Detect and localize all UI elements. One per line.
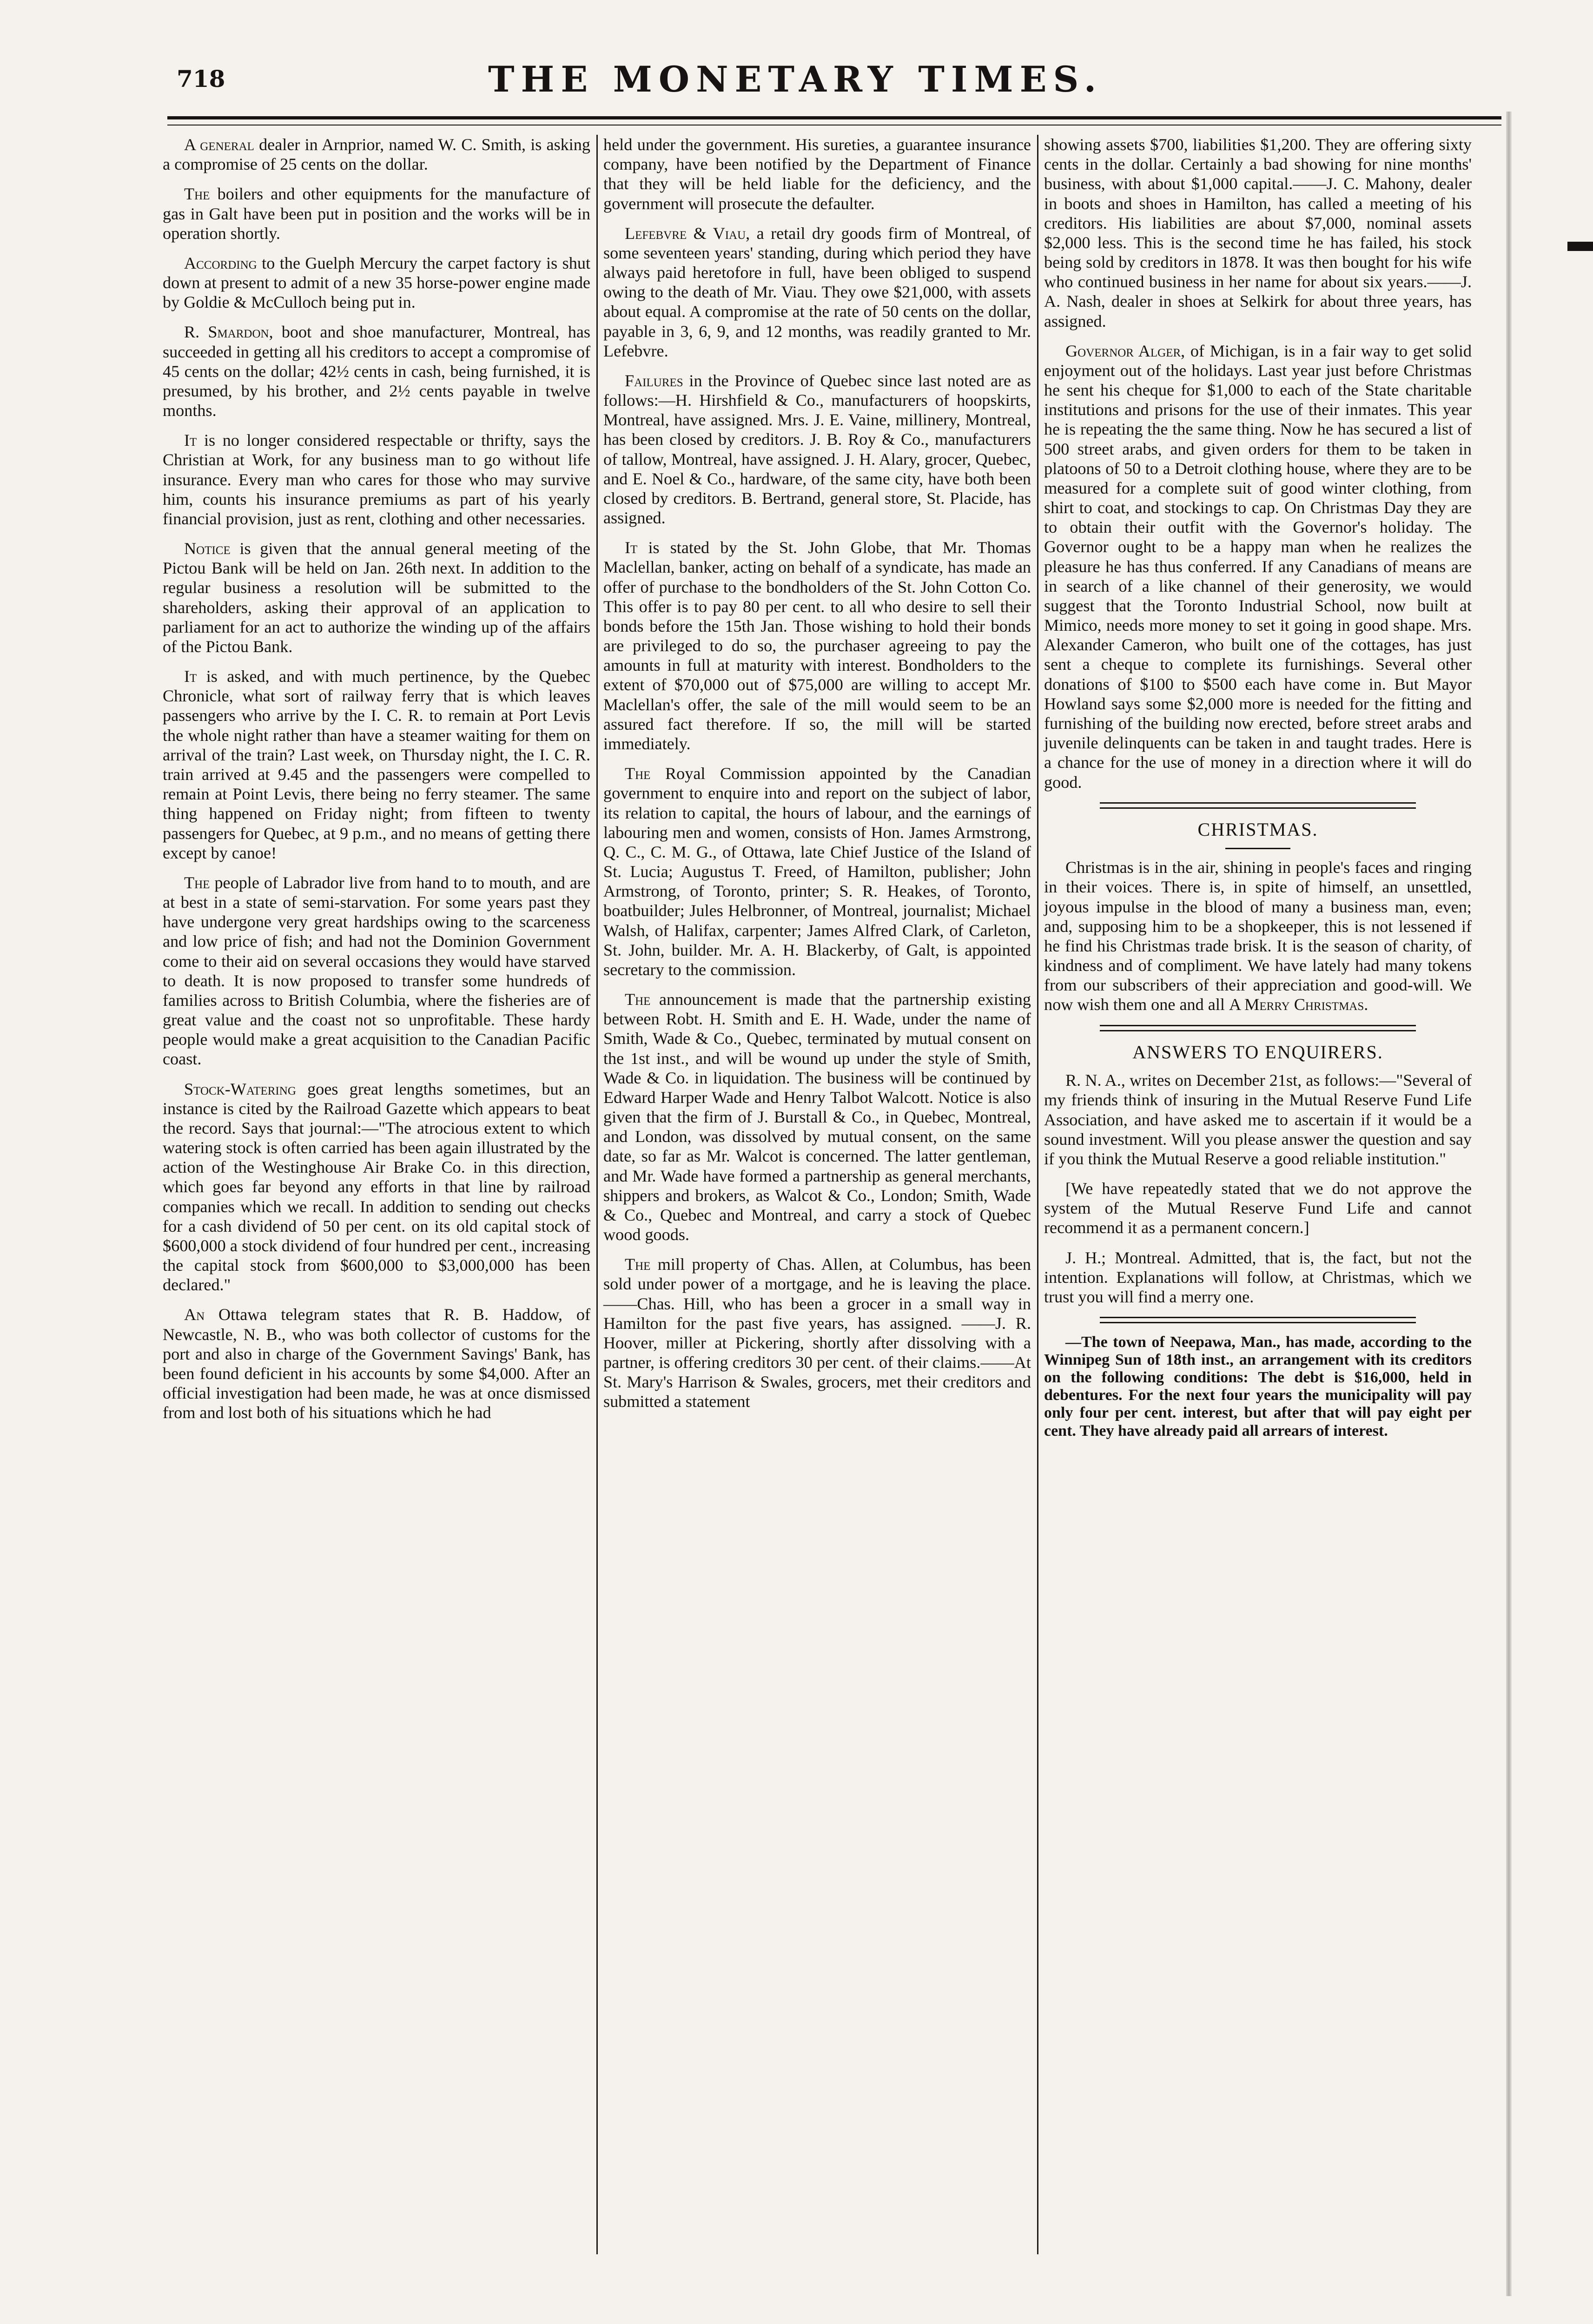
- article-labrador: [163, 873, 590, 1069]
- article-st-marys-continued: [1044, 135, 1472, 331]
- answers-heading: ANSWERS TO ENQUIRERS.: [1132, 1041, 1383, 1063]
- page-number: 718: [177, 65, 225, 92]
- column-divider-1: [596, 135, 598, 2254]
- article-lead: A general: [184, 135, 254, 154]
- article-text: Christmas is in the air, shining in people's faces and ringing in their voices. There is, in spite of himself, an unsettled, joyous impulse in the blood of many a business man, even; and, supposing him to be a shopkeeper, this is not lessened if he find his Christmas trade brisk. It is the season of charity, of kindness and of compliment. We have lately had many tokens from our subscribers of their appreciation and good-will. We now wish them one and all: [1044, 858, 1472, 1014]
- article-text: is no longer considered respectable or thrifty, says the Christian at Work, for any business man to go without life insurance. Every man who cares for those who may survive him, counts his insurance premiums as part of his yearly financial provision, just as rent, clothing and other necessaries.: [163, 431, 590, 528]
- article-text: Royal Commission appointed by the Canadian government to enquire into and report on the subject of labor, its relation to capital, the hours of labour, and the earnings of labouring men and women, consists of Hon. James Armstrong, Q. C., C. M. G., of Ottawa, late Chief Justice of the Island of St. Lucia; Augustus T. Freed, of Hamilton, publisher; John Armstrong, of Toronto, printer; S. R. Heakes, of Toronto, boatbuilder; Jules Helbronner, of Montreal, journalist; Michael Walsh, of Halifax, carpenter; James Alfred Clark, of Carleton, St. John, builder. Mr. A. H. Blackerby, of Galt, is appointed secretary to the commission.: [603, 764, 1031, 979]
- article-lead: Failures: [625, 371, 683, 390]
- column-divider-2: [1037, 135, 1038, 2254]
- article-text: held under the government. His sureties, a guarantee insurance company, have been notified by the Department of Finance that they will be held liable for the deficiency, and the government will prosecute the defaulter.: [603, 135, 1031, 213]
- article-railway-ferry: [163, 667, 590, 863]
- article-text: showing assets $700, liabilities $1,200. They are offering sixty cents in the dollar. Certainly a bad showing for nine months' business, with about $1,000 capital.——J. C. Mahony, dealer in boots and shoes in Hamilton, has called a meeting of his creditors. His liabilities are about $7,000, nominal assets $2,000 less. This is the second time he has failed, his stock being sold by creditors in 1878. It was then bought for his wife who continued business in her name for about six years.——J. A. Nash, dealer in shoes at Selkirk for about three years, has assigned.: [1044, 135, 1472, 330]
- christmas-heading: CHRISTMAS.: [1197, 819, 1318, 840]
- article-text: of Michigan, is in a fair way to get solid enjoyment out of the holidays. Last year just before Christmas he sent his cheque for $1,000 to each of the State charitable institutions and prisons for the use of their inmates. This year he is repeating the the same thing. Now he has secured a list of 500 street arabs, and given orders for them to be taken in platoons of 50 to a Detroit clothing house, where they are to be measured for a complete suit of good winter clothing, from shirt to coat, and stockings to cap. On Christmas Day they are to obtain their outfit with the Governor's holiday. The Governor ought to be a happy man when he realizes the pleasure he has thus conferred. If any Canadians of means are in search of a like channel of their generosity, we would suggest that the Toronto Industrial School, now built at Mimico, needs more money to set it going in good shape. Mrs. Alexander Cameron, who built one of the cottages, has just sent a cheque to complete its furnishings. Several other donations of $100 to $500 each have come in. But Mayor Howland says some $2,000 more is needed for the fitting and furnishing of the building now erected, before street arabs and juvenile delinquents can be taken in and taught trades. Here is a chance for the use of money in a direction where it will do good.: [1044, 341, 1472, 792]
- article-text: in the Province of Quebec since last noted are as follows:—H. Hirshfield & Co., manufacturers of hoopskirts, Montreal, have assigned. Mrs. J. E. Vaine, millinery, Montreal, has been closed by creditors. J. B. Roy & Co., manufacturers of tallow, Montreal, have assigned. J. H. Alary, grocer, Quebec, and E. Noel & Co., hardware, of the same city, have both been closed by creditors. B. Bertrand, general store, St. Placide, has assigned.: [603, 371, 1031, 528]
- column-1: [163, 135, 590, 1433]
- article-text: is asked, and with much pertinence, by the Quebec Chronicle, what sort of railway ferry that is which leaves passengers who arrive by the I. C. R. to remain at Port Levis the whole night rather than have a steamer waiting for them on arrival of the train? Last week, on Thursday night, the I. C. R. train arrived at 9.45 and the passengers were compelled to remain at Point Levis, there being no ferry steamer. The same thing happened on Friday night; from fifteen to twenty passengers for Quebec, at 9 p.m., and no means of getting there except by canoe!: [163, 667, 590, 862]
- section-divider: [1100, 802, 1416, 809]
- article-pictou-bank: [163, 539, 590, 656]
- article-lead: The: [625, 764, 651, 783]
- article-quebec-failures: [603, 371, 1031, 528]
- article-text: mill property of Chas. Allen, at Columbus, has been sold under power of a mortgage, and he is leaving the place. ——Chas. Hill, who has been a grocer in a small way in Hamilton for the past five years, has assigned. ——J. R. Hoover, miller at Pickering, shortly after dissolving with a partner, is offering creditors 30 per cent. of their claims.——At St. Mary's Harrison & Swales, grocers, met their creditors and submitted a statement: [603, 1255, 1031, 1411]
- article-text: is stated by the St. John Globe, that Mr. Thomas Maclellan, banker, acting on behalf of a syndicate, has made an offer of purchase to the bondholders of the St. John Cotton Co. This offer is to pay 80 per cent. to all who desire to sell their bonds before the 15th Jan. Those wishing to hold their bonds are privileged to do so, the purchaser agreeing to pay the amounts in full at maturity with interest. Bondholders to the extent of $70,000 out of $75,000 are willing to accept Mr. Maclellan's offer, the sale of the mill would seem to be an assured fact therefore. If so, the mill will be started immediately.: [603, 538, 1031, 753]
- article-text: a retail dry goods firm of Montreal, of some seventeen years' standing, during which period they have always paid heretofore in full, have been obliged to suspend owing to the death of Mr. Viau. They owe $21,000, with assets about equal. A compromise at the rate of 50 cents on the dollar, payable in 3, 6, 9, and 12 months, was readily granted to Mr. Lefebvre.: [603, 224, 1031, 360]
- article-guelph-carpet: [163, 253, 590, 312]
- article-allen-mill: [603, 1254, 1031, 1411]
- article-neepawa: [1044, 1334, 1472, 1439]
- article-text: dealer in Arnprior, named W. C. Smith, is asking a compromise of 25 cents on the dollar.: [163, 135, 590, 174]
- article-text: J. H.; Montreal. Admitted, that is, the fact, but not the intention. Explanations will follow, at Christmas, which we trust you will find a merry one.: [1044, 1248, 1472, 1306]
- article-text: to the Guelph Mercury the carpet factory is shut down at present to admit of a new 35 horse-power engine made by Goldie & McCulloch being put in.: [163, 253, 590, 312]
- article-lead: Lefebvre & Viau,: [625, 224, 750, 243]
- article-haddow: [163, 1305, 590, 1422]
- article-governor-alger: [1044, 341, 1472, 792]
- article-life-insurance: [163, 430, 590, 528]
- article-lead: Notice: [184, 539, 231, 558]
- article-haddow-continued: [603, 135, 1031, 213]
- article-smardon: [163, 322, 590, 420]
- article-lead: An: [184, 1305, 205, 1324]
- section-divider: [1100, 1317, 1416, 1323]
- article-smith-wade: [603, 990, 1031, 1244]
- header-rule: [167, 116, 1501, 119]
- article-lead: The: [184, 873, 210, 892]
- article-lead: R. Smardon,: [184, 323, 273, 342]
- article-lead: The: [625, 990, 651, 1009]
- article-text: is given that the annual general meeting of the Pictou Bank will be held on Jan. 26th next. In addition to the regular business a resolution will be submitted to the shareholders, asking their approval of an application to parliament for an act to authorize the winding up of the affairs of the Pictou Bank.: [163, 539, 590, 656]
- article-st-john-cotton: [603, 538, 1031, 753]
- margin-mark: [1567, 242, 1593, 251]
- article-lead: It: [184, 431, 197, 450]
- article-stock-watering: [163, 1079, 590, 1295]
- page-binding-edge: [1506, 112, 1512, 2296]
- article-lead: The: [625, 1255, 651, 1274]
- masthead-title: THE MONETARY TIMES.: [488, 59, 1103, 100]
- article-text: [We have repeatedly stated that we do not approve the system of the Mutual Reserve Fund Life and cannot recommend it as a permanent concern.]: [1044, 1179, 1472, 1237]
- merry-christmas: A Merry Christmas.: [1229, 995, 1368, 1014]
- article-text: boot and shoe manufacturer, Montreal, has succeeded in getting all his creditors to accept a compromise of 45 cents on the dollar; 42½ cents in cash, being furnished, it is presumed, by his brother, and 2½ cents payable in twelve months.: [163, 323, 591, 420]
- heading-underline: [1225, 848, 1290, 849]
- column-3: [1044, 135, 1472, 1450]
- article-lefebvre-viau: [603, 224, 1031, 361]
- article-text: —The town of Neepawa, Man., has made, according to the Winnipeg Sun of 18th inst., an arrangement with its creditors on the following conditions: The debt is $16,000, held in debentures. For the next four years the municipality will pay only four per cent. interest, but after that will pay eight per cent. They have already paid all arrears of interest.: [1044, 1334, 1472, 1439]
- article-christmas: [1044, 858, 1472, 1014]
- article-text: Ottawa telegram states that R. B. Haddow, of Newcastle, N. B., who was both collector of customs for the port and also in charge of the Government Savings' Bank, has been found deficient in his accounts by some $4,000. After an official investigation had been made, he was at once dismissed from and lost both of his situations which he had: [163, 1305, 590, 1422]
- column-2: [603, 135, 1031, 1422]
- article-editor-reply: [1044, 1179, 1472, 1238]
- section-divider: [1100, 1025, 1416, 1031]
- article-galt-gas: [163, 184, 590, 243]
- article-lead: Governor Alger,: [1065, 341, 1185, 360]
- article-text: boilers and other equipments for the manufacture of gas in Galt have been put in position and the works will be in operation shortly.: [163, 185, 590, 243]
- article-text: R. N. A., writes on December 21st, as follows:—"Several of my friends think of insuring in the Mutual Reserve Fund Life Association, and have asked me to ascertain if it would be a sound investment. Will you please answer the question and say if you think the Mutual Reserve a good reliable institution.": [1044, 1071, 1472, 1168]
- article-lead: It: [184, 667, 197, 686]
- article-text: goes great lengths sometimes, but an instance is cited by the Railroad Gazette which appears to beat the record. Says that journal:—"The atrocious extent to which watering stock is often carried has been again illustrated by the action of the Westinghouse Air Brake Co. in this direction, which goes far beyond any efforts in that line by railroad companies which we recall. In addition to sending out checks for a cash dividend of 50 per cent. on its old capital stock of $600,000 a stock dividend of four hundred per cent., increasing the capital stock from $600,000 to $3,000,000 has been declared.": [163, 1079, 590, 1294]
- article-royal-commission: [603, 764, 1031, 979]
- article-text: announcement is made that the partnership existing between Robt. H. Smith and E. H. Wade, under the name of Smith, Wade & Co., Quebec, terminated by mutual consent on the 1st inst., and will be wound up under the style of Smith, Wade & Co. in liquidation. The business will be continued by Edward Harper Wade and Henry Talbot Walcott. Notice is also given that the firm of J. Burstall & Co., in Quebec, Montreal, and London, was dissolved by mutual consent, on the same date, so far as Mr. Walcot is concerned. The latter gentleman, and Mr. Wade have formed a partnership as general merchants, shippers and brokers, as Walcot & Co., London; Smith, Wade & Co., Quebec and Montreal, and carry a stock of Quebec wood goods.: [603, 990, 1031, 1244]
- article-rna-query: [1044, 1070, 1472, 1169]
- article-lead: It: [625, 538, 638, 557]
- article-lead: The: [184, 185, 210, 204]
- article-arnprior-dealer: [163, 135, 590, 174]
- article-text: people of Labrador live from hand to to mouth, and are at best in a state of semi-starvation. For some years past they have undergone very great hardships owing to the scarceness and low price of fish; and had not the Dominion Government come to their aid on several occasions they would have starved to death. It is now proposed to transfer some hundreds of families across to British Columbia, where the fisheries are of great value and the coast not so unprofitable. These hardy people would make a great acquisition to the Canadian Pacific coast.: [163, 873, 590, 1069]
- article-lead: According: [184, 253, 257, 272]
- article-lead: Stock-Watering: [184, 1079, 296, 1098]
- article-jh-montreal: [1044, 1248, 1472, 1307]
